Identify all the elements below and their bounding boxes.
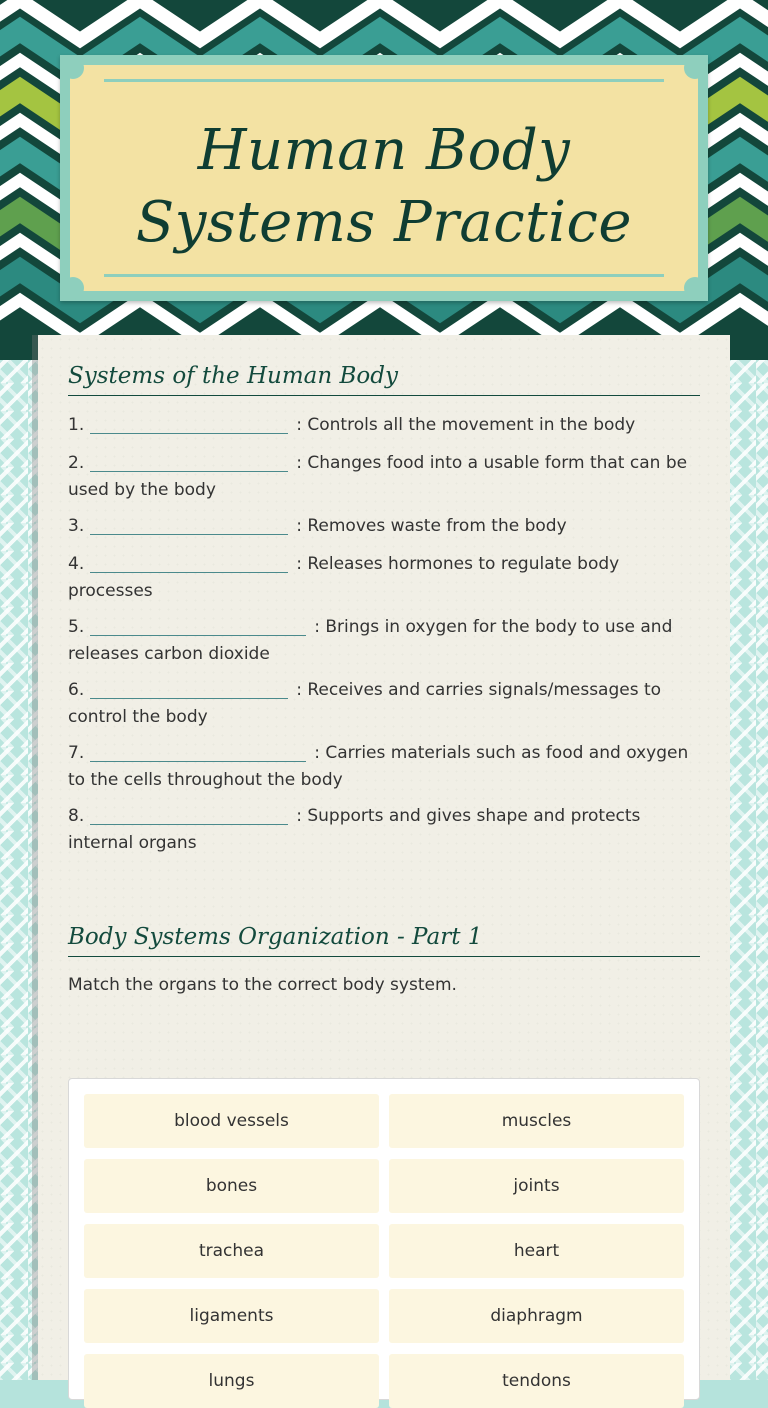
question-8 bbox=[68, 803, 702, 857]
question-text: : Carries materials such as food and oxygen to the cells throughout the body bbox=[68, 743, 689, 790]
question-text: : Removes waste from the body bbox=[296, 516, 567, 536]
question-number: 3. bbox=[68, 516, 85, 536]
question-5 bbox=[68, 614, 702, 668]
question-number: 4. bbox=[68, 554, 85, 574]
question-text: : Brings in oxygen for the body to use and releases carbon dioxide bbox=[68, 617, 673, 664]
answer-blank-6[interactable] bbox=[90, 678, 288, 699]
corner-ornament bbox=[684, 277, 706, 299]
question-text: : Releases hormones to regulate body processes bbox=[68, 554, 620, 601]
match-item[interactable]: tendons bbox=[389, 1354, 684, 1408]
question-number: 1. bbox=[68, 415, 85, 435]
match-item[interactable]: blood vessels bbox=[84, 1094, 379, 1148]
question-text: : Receives and carries signals/messages to control the body bbox=[68, 680, 662, 727]
title-rule-bottom bbox=[104, 274, 664, 277]
title-rule-top bbox=[104, 79, 664, 82]
match-item[interactable]: heart bbox=[389, 1224, 684, 1278]
worksheet-paper bbox=[38, 335, 730, 1391]
answer-blank-8[interactable] bbox=[90, 804, 288, 825]
answer-blank-5[interactable] bbox=[90, 615, 306, 636]
title-card-inner bbox=[70, 65, 698, 291]
question-number: 8. bbox=[68, 806, 85, 826]
question-text: : Controls all the movement in the body bbox=[296, 415, 636, 435]
title-card bbox=[60, 55, 708, 301]
question-7 bbox=[68, 740, 702, 794]
matching-bank bbox=[68, 1078, 700, 1400]
match-item[interactable]: trachea bbox=[84, 1224, 379, 1278]
corner-ornament bbox=[62, 277, 84, 299]
section-heading-systems: Systems of the Human Body bbox=[68, 363, 700, 396]
question-3 bbox=[68, 513, 702, 540]
match-item[interactable]: bones bbox=[84, 1159, 379, 1213]
section-heading-organization: Body Systems Organization - Part 1 bbox=[68, 924, 700, 957]
question-number: 2. bbox=[68, 453, 85, 473]
page-title bbox=[70, 115, 698, 259]
answer-blank-4[interactable] bbox=[90, 552, 288, 573]
page-title-line1: Human Body bbox=[197, 118, 571, 183]
answer-blank-1[interactable] bbox=[90, 413, 288, 434]
corner-ornament bbox=[62, 57, 84, 79]
match-item[interactable]: lungs bbox=[84, 1354, 379, 1408]
question-text: : Changes food into a usable form that can be used by the body bbox=[68, 453, 688, 500]
question-number: 6. bbox=[68, 680, 85, 700]
question-number: 5. bbox=[68, 617, 85, 637]
page-title-line2: Systems Practice bbox=[135, 190, 633, 255]
answer-blank-2[interactable] bbox=[90, 451, 288, 472]
question-2 bbox=[68, 450, 702, 504]
match-item[interactable]: muscles bbox=[389, 1094, 684, 1148]
question-1 bbox=[68, 412, 702, 439]
question-6 bbox=[68, 677, 702, 731]
corner-ornament bbox=[684, 57, 706, 79]
question-4 bbox=[68, 551, 702, 605]
match-item[interactable]: diaphragm bbox=[389, 1289, 684, 1343]
answer-blank-7[interactable] bbox=[90, 741, 306, 762]
match-item[interactable]: ligaments bbox=[84, 1289, 379, 1343]
match-item[interactable]: joints bbox=[389, 1159, 684, 1213]
question-text: : Supports and gives shape and protects internal organs bbox=[68, 806, 641, 853]
instructions: Match the organs to the correct body system. bbox=[68, 975, 457, 995]
question-number: 7. bbox=[68, 743, 85, 763]
answer-blank-3[interactable] bbox=[90, 514, 288, 535]
